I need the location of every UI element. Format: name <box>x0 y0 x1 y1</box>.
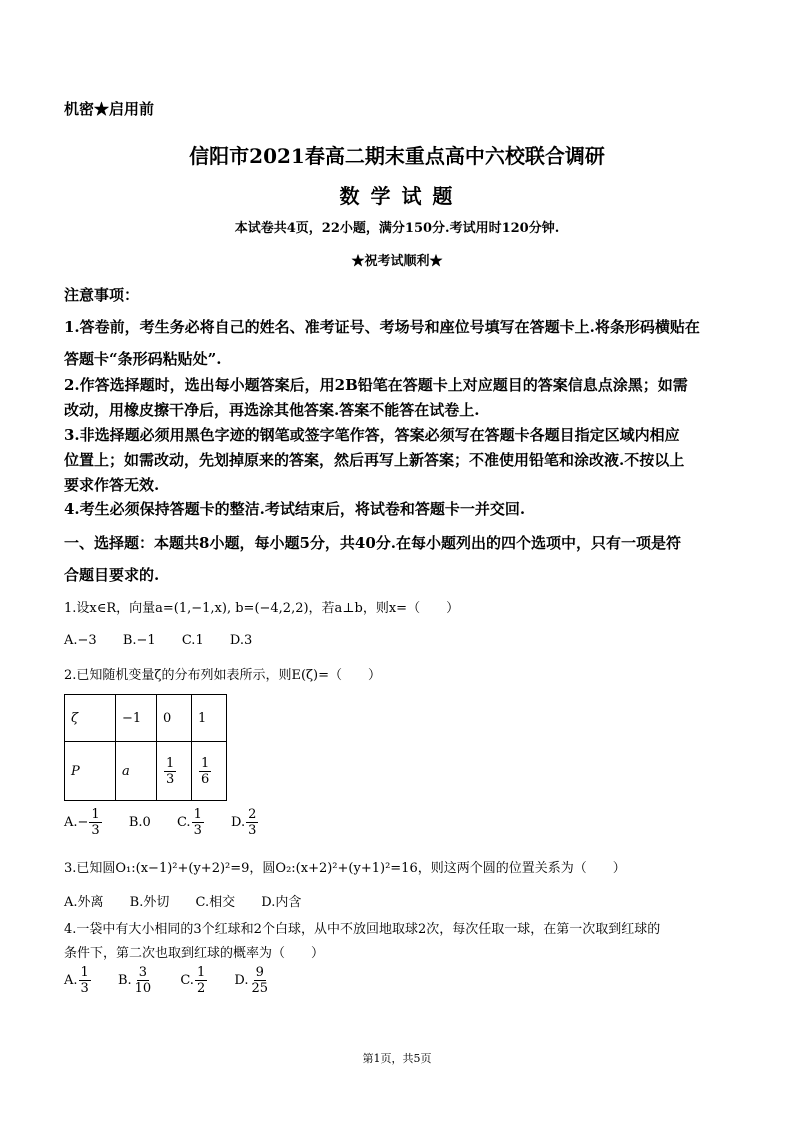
numerator: 1 <box>196 965 206 980</box>
numerator: 1 <box>201 755 210 771</box>
numerator: 9 <box>255 965 264 980</box>
option-prefix: C. <box>180 973 194 988</box>
table-cell: ζ <box>65 695 116 742</box>
table-cell: a <box>116 742 157 801</box>
question-3-options <box>64 891 323 910</box>
note-2-line-2: 改动，用橡皮擦干净后，再选涂其他答案.答案不能答在试卷上. <box>64 401 480 419</box>
exam-title: 信阳市2021春高二期末重点高中六校联合调研 <box>189 144 605 168</box>
q1-option-d: D.3 <box>229 633 253 648</box>
table-row <box>65 695 227 742</box>
note-1-line-2: 答题卡“条形码粘贴处”. <box>64 350 222 368</box>
option-prefix: D. <box>234 973 249 988</box>
denominator: 6 <box>201 771 210 787</box>
numerator: 1 <box>80 965 89 980</box>
denominator: 10 <box>134 981 152 996</box>
option-prefix: B. <box>117 973 132 988</box>
note-3-line-3: 要求作答无效. <box>64 476 160 494</box>
question-1-stem: 1.设x∈R，向量a=(1,−1,x), b=(−4,2,2)，若a⊥b，则x=（ ） <box>64 601 460 616</box>
denominator: 3 <box>193 823 202 838</box>
denominator: 3 <box>91 823 100 838</box>
q3-option-b: B.外切 <box>129 895 170 910</box>
question-4-options <box>64 966 293 995</box>
option-prefix: A. <box>64 973 78 988</box>
option-prefix: D. <box>231 815 246 830</box>
fraction <box>249 966 270 995</box>
q3-option-a: A.外离 <box>64 895 104 910</box>
q3-option-d: D.内含 <box>261 895 302 910</box>
question-3-stem: 3.已知圆O₁:(x−1)²+(y+2)²=9，圆O₂:(x+2)²+(y+1)²=16，则这两个圆的位置关系为（ ） <box>64 861 626 876</box>
question-1-options <box>64 633 274 648</box>
section-1-line-2: 合题目要求的. <box>64 566 160 584</box>
q4-option-b <box>118 966 154 995</box>
q4-option-d <box>234 966 271 995</box>
q1-option-c: C.1 <box>181 633 204 648</box>
denominator: 3 <box>80 981 89 996</box>
fraction <box>79 966 91 995</box>
numerator: 1 <box>91 807 100 822</box>
fraction <box>246 808 258 837</box>
confidential-label: 机密★启用前 <box>64 100 155 118</box>
q1-option-a: A.−3 <box>64 633 97 648</box>
option-prefix: C. <box>176 815 191 830</box>
q2-option-d <box>231 808 259 837</box>
fraction <box>89 808 101 837</box>
note-3-line-2: 位置上；如需改动，先划掉原来的答案，然后再写上新答案；不准使用铅笔和涂改液.不按以上 <box>64 451 685 469</box>
q2-option-c <box>177 808 205 837</box>
distribution-table <box>64 694 227 801</box>
fraction <box>192 808 204 837</box>
q3-option-c: C.相交 <box>195 895 236 910</box>
note-2-line-1: 2.作答选择题时，选出每小题答案后，用2B铅笔在答题卡上对应题目的答案信息点涂黑；如需 <box>64 376 688 394</box>
option-prefix: A.− <box>64 815 89 830</box>
good-luck: ★祝考试顺利★ <box>351 254 443 269</box>
question-2-stem: 2.已知随机变量ζ的分布列如表所示，则E(ζ)=（ ） <box>64 668 382 683</box>
exam-info: 本试卷共4页，22小题，满分150分.考试用时120分钟. <box>234 221 560 236</box>
denominator: 25 <box>251 981 269 996</box>
q1-option-b: B.−1 <box>122 633 156 648</box>
table-row <box>65 742 227 801</box>
question-4-stem-line-1: 4.一袋中有大小相同的3个红球和2个白球，从中不放回地取球2次，每次任取一球，在第一次取到红球的 <box>64 922 661 937</box>
q4-option-a <box>64 966 92 995</box>
denominator: 2 <box>196 981 206 996</box>
table-cell <box>192 742 227 801</box>
question-2-options <box>64 808 281 837</box>
fraction <box>195 966 207 995</box>
numerator: 1 <box>193 807 202 822</box>
notes-heading: 注意事项： <box>64 286 140 304</box>
note-4: 4.考生必须保持答题卡的整洁.考试结束后，将试卷和答题卡一并交回. <box>64 500 526 518</box>
fraction <box>133 966 154 995</box>
denominator: 3 <box>166 771 175 787</box>
page-number: 第1页，共5页 <box>362 1052 432 1065</box>
table-cell: 1 <box>192 695 227 742</box>
note-1-line-1: 1.答卷前，考生务必将自己的姓名、准考证号、考场号和座位号填写在答题卡上.将条形码横贴在 <box>64 318 700 336</box>
table-cell <box>157 742 192 801</box>
section-1-line-1: 一、选择题：本题共8小题，每小题5分，共40分.在每小题列出的四个选项中，只有一项是符 <box>64 534 681 552</box>
q2-option-a <box>64 808 103 837</box>
question-4-stem-line-2: 条件下，第二次也取到红球的概率为（ ） <box>64 946 325 961</box>
numerator: 1 <box>166 755 175 771</box>
table-cell: P <box>65 742 116 801</box>
q2-option-b: B.0 <box>128 815 151 830</box>
denominator: 3 <box>248 823 257 838</box>
subject-title: 数 学 试 题 <box>339 184 455 208</box>
note-3-line-1: 3.非选择题必须用黑色字迹的钢笔或签字笔作答，答案必须写在答题卡各题目指定区域内相应 <box>64 426 680 444</box>
table-cell: 0 <box>157 695 192 742</box>
numerator: 2 <box>248 807 257 822</box>
fraction <box>164 757 176 786</box>
q4-option-c <box>180 966 208 995</box>
table-cell: −1 <box>116 695 157 742</box>
numerator: 3 <box>138 965 148 980</box>
fraction <box>199 757 211 786</box>
